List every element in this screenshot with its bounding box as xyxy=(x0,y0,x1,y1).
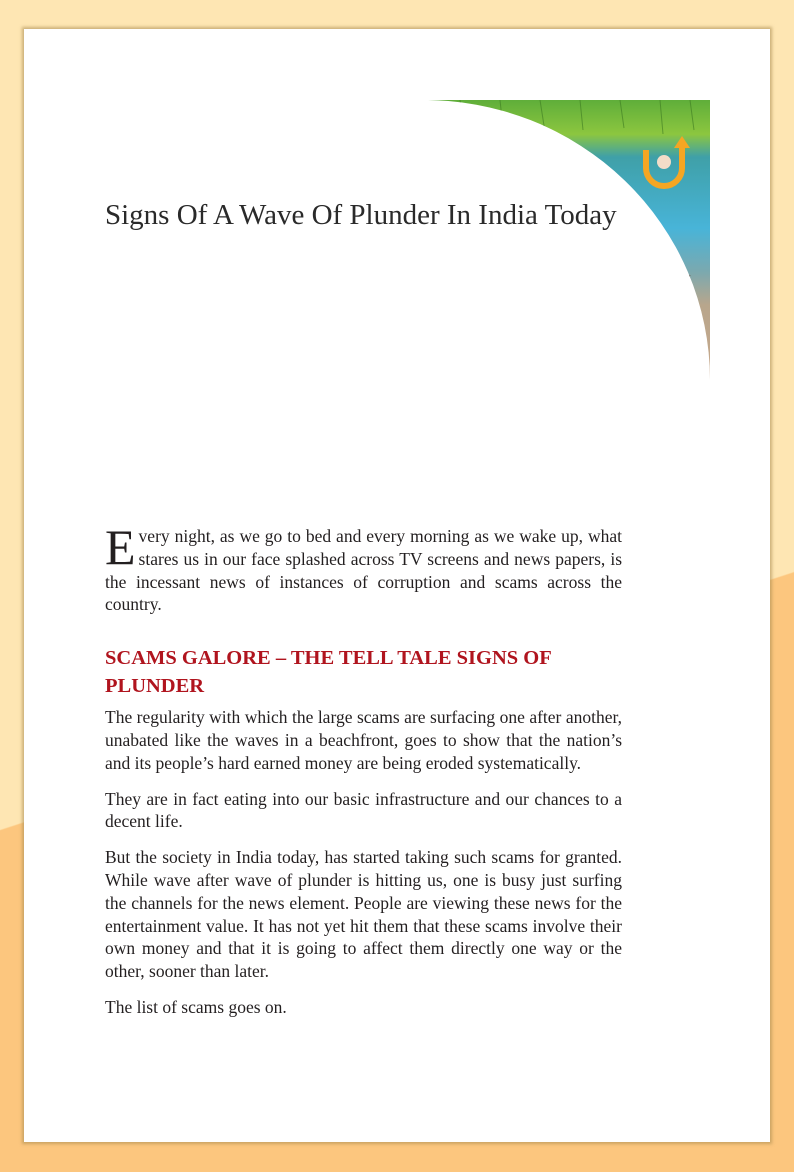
drop-cap: E xyxy=(105,519,136,575)
paragraph: They are in fact eating into our basic infrastructure and our chances to a decent life. xyxy=(105,788,622,832)
paragraph: The list of scams goes on. xyxy=(105,996,287,1017)
corner-landscape-image xyxy=(420,100,710,385)
page-title: Signs Of A Wave Of Plunder In India Today xyxy=(105,199,617,231)
document-page xyxy=(24,29,770,1142)
section-heading: SCAMS GALORE – THE TELL TALE SIGNS OF PLUNDER xyxy=(105,647,552,698)
intro-text: very night, as we go to bed and every morning as we wake up, what stares us in our face splashed across TV screens and news papers, is the incessant news of instances of corruption and scams across the country. xyxy=(105,526,622,615)
intro-paragraph xyxy=(105,519,622,616)
paragraph: But the society in India today, has started taking such scams for granted. While wave after wave of plunder is hitting us, one is busy just surfing the channels for the news element. People are viewing these news for the entertainment value. It has not yet hit them that these scams involve their own money and that it is going to affect them directly one way or the other, sooner than later. xyxy=(105,847,622,982)
article-body xyxy=(105,519,622,1032)
paragraph: The regularity with which the large scams are surfacing one after another, unabated like the waves in a beachfront, goes to show that the nation’s and its people’s hard earned money are being eroded systematically. xyxy=(105,707,622,773)
